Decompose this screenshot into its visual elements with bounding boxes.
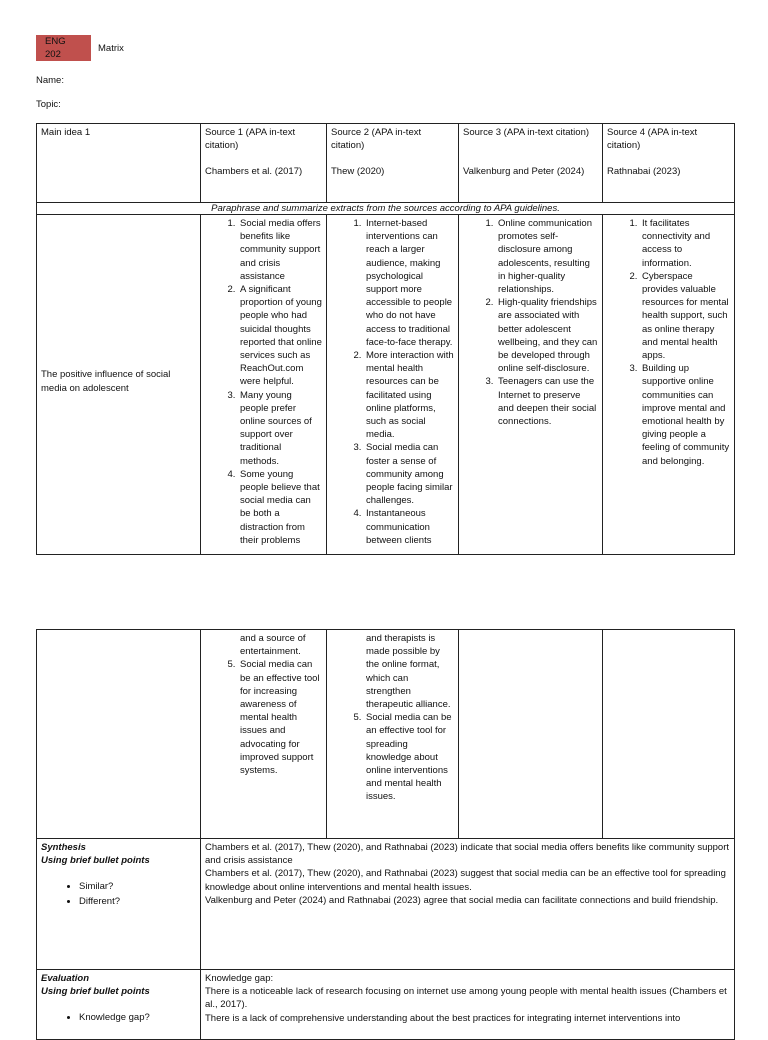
- course-badge: [36, 35, 91, 61]
- list-item: 5. Social media can be an effective tool for spreading knowledge about online interventions and mental health issues.: [364, 711, 454, 803]
- continued-text: and a source of entertainment.: [240, 633, 306, 658]
- topic-label: Topic:: [36, 99, 61, 110]
- empty-cell: [603, 630, 735, 839]
- source-4-citation: Rathnabai (2023): [607, 166, 681, 178]
- list-item: 2. A significant proportion of young people who had suicidal thoughts reported that online services such as ReachOut.com were helpful.: [238, 283, 322, 389]
- course-code: ENG 202: [45, 35, 66, 60]
- evaluation-paragraph: There is a noticeable lack of research focusing on internet use among young people with mental health issues (Chambers et al., 2017).: [205, 986, 727, 1011]
- name-label: Name:: [36, 75, 64, 86]
- synthesis-label-cell: [37, 839, 201, 970]
- list-item: 2. High-quality friendships are associated with better adolescent wellbeing, and they can be developed through online self-disclosure.: [496, 296, 598, 375]
- source-1-notes: [201, 215, 327, 555]
- empty-cell: [459, 630, 603, 839]
- list-item: 3. Building up supportive online communities can improve mental and emotional health by giving people a feeling of community and belonging.: [640, 362, 730, 468]
- list-item: 4. Instantaneous communication between clients: [364, 507, 454, 547]
- source-3-cell: [459, 124, 603, 203]
- empty-cell: [37, 630, 201, 839]
- synthesis-paragraph: Chambers et al. (2017), Thew (2020), and Rathnabai (2023) suggest that social media can be an effective tool for spreading knowledge about online interventions and mental health issues.: [205, 868, 726, 893]
- matrix-table-1: [36, 123, 735, 555]
- evaluation-subtitle: Using brief bullet points: [41, 986, 150, 998]
- synthesis-paragraph: Chambers et al. (2017), Thew (2020), and Rathnabai (2023) indicate that social media offers benefits like community support and crisis assistance: [205, 842, 730, 867]
- source-1-heading: Source 1 (APA in-text citation): [205, 127, 296, 152]
- evaluation-paragraph: Knowledge gap:: [205, 973, 274, 984]
- main-idea-label-cell: [37, 124, 201, 203]
- list-item: 3. Teenagers can use the Internet to preserve and deepen their social connections.: [496, 375, 598, 428]
- instruction-row: [37, 203, 735, 215]
- list-item: 5. Social media can be an effective tool for increasing awareness of mental health issues and advocating for improved support systems.: [238, 658, 322, 777]
- synthesis-row: [37, 839, 735, 970]
- synthesis-title: Synthesis: [41, 842, 86, 853]
- matrix-table-2: [36, 629, 735, 1040]
- main-idea-text-cell: [37, 215, 201, 555]
- bullet-item: • Different?: [79, 895, 196, 908]
- source-2-cell: [327, 124, 459, 203]
- evaluation-row: [37, 970, 735, 1040]
- doc-type-label: Matrix: [98, 43, 124, 54]
- instruction-cell: [37, 203, 735, 215]
- list-item: 3. Social media can foster a sense of community among people facing similar challenges.: [364, 441, 454, 507]
- list-item: 1. It facilitates connectivity and access to information.: [640, 217, 730, 270]
- evaluation-text-cell: [201, 970, 735, 1040]
- synthesis-text-cell: [201, 839, 735, 970]
- list-item: 2. Cyberspace provides valuable resources for mental health support, such as online therapy and mental health apps.: [640, 270, 730, 362]
- source-2-heading: Source 2 (APA in-text citation): [331, 127, 422, 152]
- list-item: 3. Many young people prefer online sources of support over traditional methods.: [238, 389, 322, 468]
- source-2-notes: [327, 215, 459, 555]
- source-2-citation: Thew (2020): [331, 166, 385, 178]
- source-4-cell: [603, 124, 735, 203]
- source-1-notes-cont: [201, 630, 327, 839]
- continued-row: [37, 630, 735, 839]
- synthesis-subtitle: Using brief bullet points: [41, 855, 150, 867]
- source-1-citation: Chambers et al. (2017): [205, 166, 303, 178]
- evaluation-label-cell: [37, 970, 201, 1040]
- source-4-notes: [603, 215, 735, 555]
- list-item: 1. Social media offers benefits like community support and crisis assistance: [238, 217, 322, 283]
- continued-text: and therapists is made possible by the online format, which can strengthen therapeutic alliance.: [366, 633, 451, 711]
- bullet-item: • Similar?: [79, 880, 196, 893]
- main-idea-text: The positive influence of social media on adolescent: [41, 369, 171, 394]
- source-2-notes-cont: [327, 630, 459, 839]
- source-3-notes: [459, 215, 603, 555]
- list-item: 1. Internet-based interventions can reach a larger audience, making psychological support more accessible to people who do not have access to traditional face-to-face therapy.: [364, 217, 454, 349]
- main-idea-label: Main idea 1: [41, 127, 91, 138]
- instruction-text: Paraphrase and summarize extracts from the sources according to APA guidelines.: [211, 203, 560, 214]
- source-4-heading: Source 4 (APA in-text citation): [607, 127, 698, 152]
- source-1-cell: [201, 124, 327, 203]
- list-item: 2. More interaction with mental health resources can be facilitated using online platforms, such as social media.: [364, 349, 454, 441]
- synthesis-paragraph: Valkenburg and Peter (2024) and Rathnabai (2023) agree that social media can facilitate connections and build friendship.: [205, 894, 719, 906]
- source-3-heading: Source 3 (APA in-text citation): [463, 127, 590, 138]
- source-3-citation: Valkenburg and Peter (2024): [463, 166, 585, 178]
- list-item: 1. Online communication promotes self-disclosure among adolescents, resulting in higher-quality relationships.: [496, 217, 598, 296]
- evaluation-title: Evaluation: [41, 973, 90, 984]
- bullet-item: • Knowledge gap?: [79, 1011, 196, 1024]
- content-row: [37, 215, 735, 555]
- list-item: 4. Some young people believe that social media can be both a distraction from their problems: [238, 468, 322, 547]
- header-row: [37, 124, 735, 203]
- evaluation-paragraph: There is a lack of comprehensive understanding about the best practices for integrating internet interventions into: [205, 1012, 681, 1024]
